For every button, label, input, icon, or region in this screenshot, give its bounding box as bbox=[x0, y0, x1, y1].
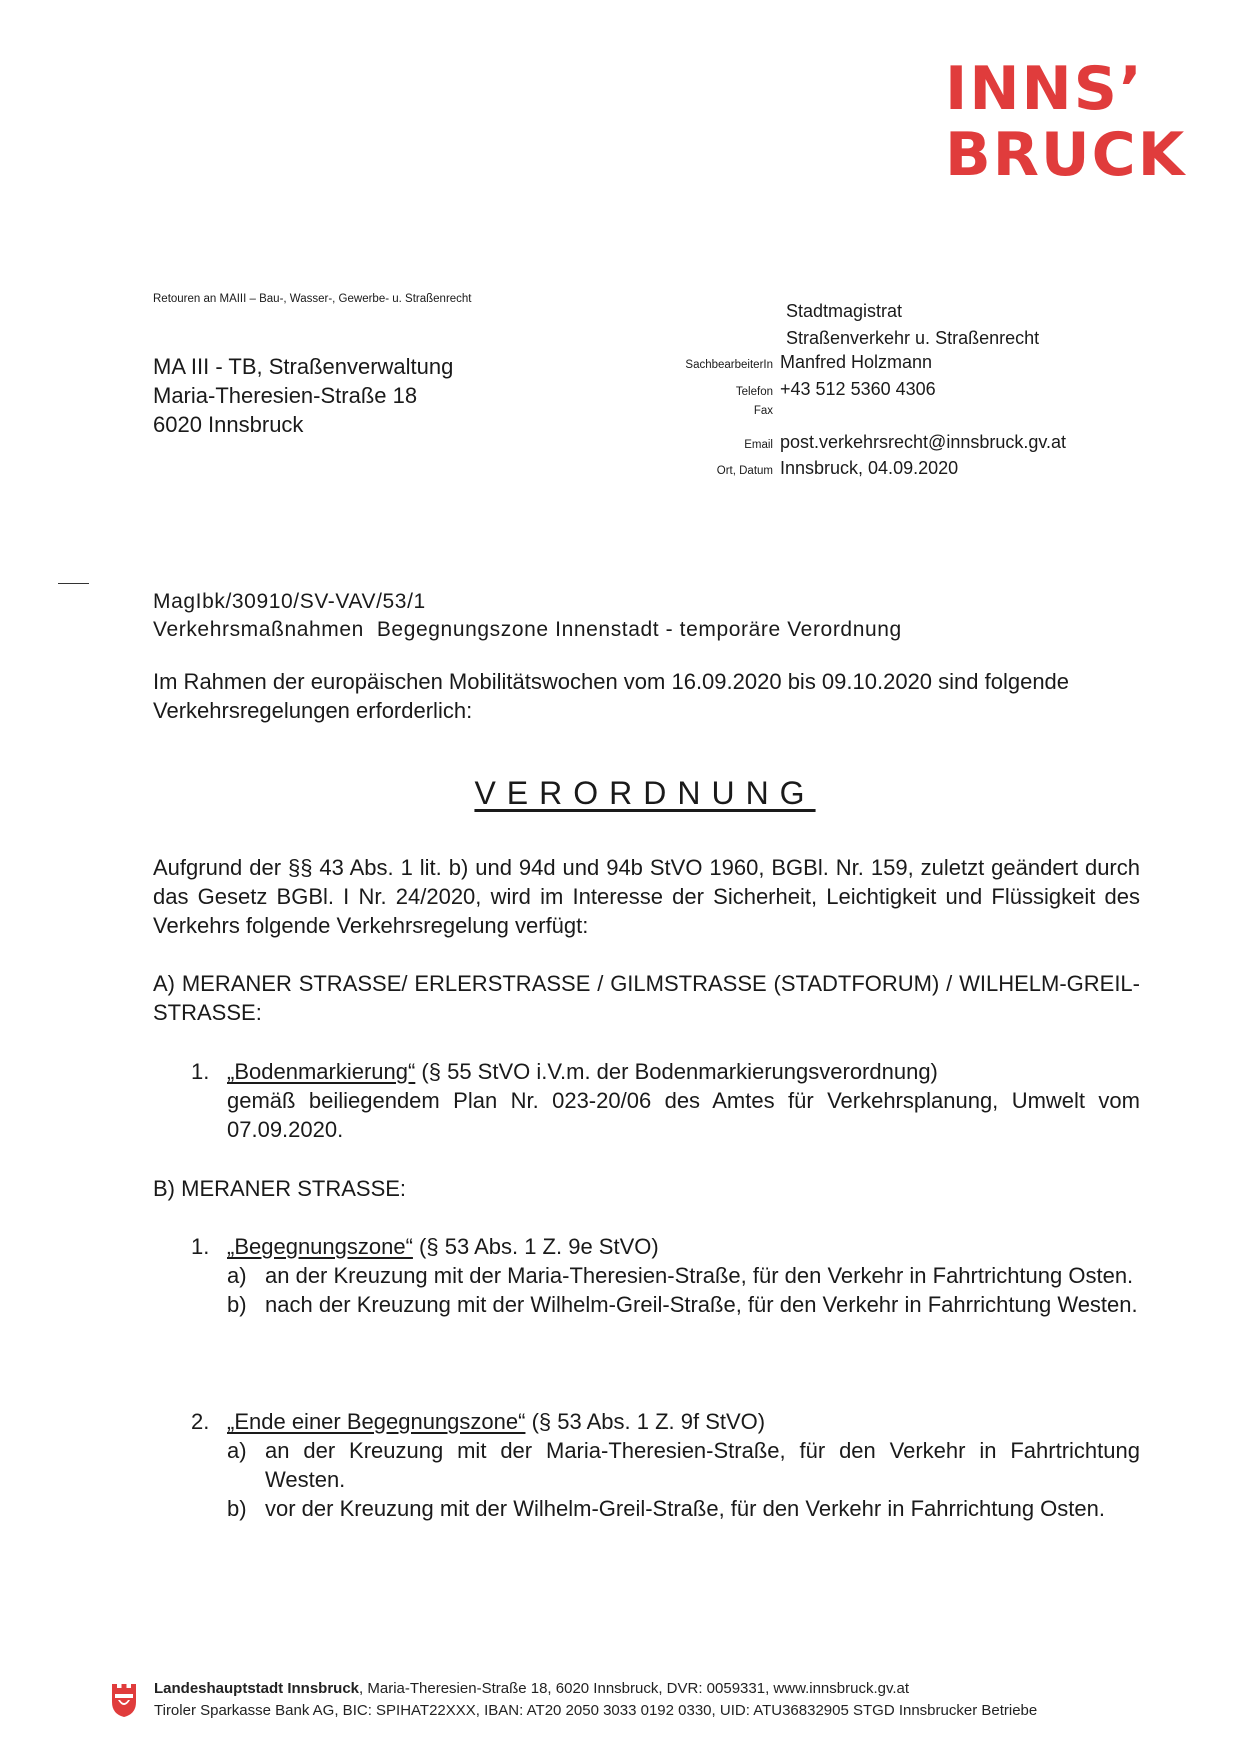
item-number: 2. bbox=[191, 1409, 210, 1434]
document-title: VERORDNUNG bbox=[474, 775, 816, 811]
city-logo bbox=[945, 56, 1195, 188]
contact-label: Telefon bbox=[735, 385, 773, 398]
sender-line-2: Straßenverkehr u. Straßenrecht bbox=[786, 328, 1040, 348]
footer-line-2: Tiroler Sparkasse Bank AG, BIC: SPIHAT22XXX, IBAN: AT20 2050 3033 0192 0330, UID: ATU36832905 STGD Innsbrucker Betriebe bbox=[154, 1702, 1038, 1719]
item-title: „Begegnungszone“ bbox=[227, 1234, 413, 1259]
contact-label: Email bbox=[744, 438, 773, 451]
sub-item-text: vor der Kreuzung mit der Wilhelm-Greil-Straße, für den Verkehr in Fahrrichtung Osten. bbox=[265, 1496, 1105, 1521]
reference-block bbox=[153, 588, 902, 644]
contact-value: Manfred Holzmann bbox=[780, 352, 933, 372]
sub-item-letter: a) bbox=[227, 1263, 247, 1288]
section-a-item-1 bbox=[153, 1057, 1140, 1144]
recipient-line: MA III - TB, Straßenverwaltung bbox=[153, 354, 454, 379]
section-b-heading: B) MERANER STRASSE: bbox=[153, 1176, 407, 1201]
sub-item-letter: b) bbox=[227, 1292, 247, 1317]
sub-item bbox=[227, 1436, 1140, 1494]
contact-row-date bbox=[560, 458, 1200, 485]
section-b-item-1 bbox=[153, 1232, 1140, 1319]
contact-label: Fax bbox=[753, 405, 773, 417]
sender-header bbox=[786, 298, 1039, 352]
logo-line-1: INNS’ bbox=[945, 54, 1144, 124]
footer-address: , Maria-Theresien-Straße 18, 6020 Innsbruck, DVR: 0059331, www.innsbruck.gv.at bbox=[359, 1680, 910, 1697]
sub-item bbox=[227, 1261, 1140, 1290]
sub-item-letter: b) bbox=[227, 1496, 247, 1521]
contact-label: SachbearbeiterIn bbox=[685, 359, 773, 371]
return-address: Retouren an MAIII – Bau-, Wasser-, Gewerbe- u. Straßenrecht bbox=[153, 293, 472, 305]
item-reference: (§ 53 Abs. 1 Z. 9f StVO) bbox=[525, 1409, 766, 1434]
contact-row-fax bbox=[560, 405, 1200, 432]
contact-value: post.verkehrsrecht@innsbruck.gv.at bbox=[780, 431, 1067, 452]
reference-number: MagIbk/30910/SV-VAV/53/1 bbox=[153, 590, 426, 613]
recipient-line: 6020 Innsbruck bbox=[153, 412, 304, 437]
intro-paragraph: Im Rahmen der europäischen Mobilitätswochen vom 16.09.2020 bis 09.10.2020 sind folgende Verkehrsregelungen erforderlich: bbox=[153, 669, 1070, 723]
item-text: gemäß beiliegendem Plan Nr. 023-20/06 des Amtes für Verkehrsplanung, Umwelt vom 07.09.2020. bbox=[227, 1088, 1140, 1142]
section-a-heading: A) MERANER STRASSE/ ERLERSTRASSE / GILMSTRASSE (STADTFORUM) / WILHELM-GREIL-STRASSE: bbox=[153, 971, 1140, 1025]
sub-item-letter: a) bbox=[227, 1438, 247, 1463]
item-reference: (§ 55 StVO i.V.m. der Bodenmarkierungsverordnung) bbox=[415, 1059, 938, 1084]
sub-item-text: nach der Kreuzung mit der Wilhelm-Greil-Straße, für den Verkehr in Fahrrichtung Westen. bbox=[265, 1292, 1138, 1317]
sub-item-text: an der Kreuzung mit der Maria-Theresien-Straße, für den Verkehr in Fahrtrichtung Osten. bbox=[265, 1263, 1134, 1288]
contact-value: Innsbruck, 04.09.2020 bbox=[780, 458, 959, 478]
item-number: 1. bbox=[191, 1234, 210, 1259]
sender-line-1: Stadtmagistrat bbox=[786, 301, 903, 321]
item-title: „Bodenmarkierung“ bbox=[227, 1059, 416, 1084]
footer bbox=[154, 1678, 1037, 1722]
fold-mark bbox=[58, 583, 89, 584]
sub-item-text: an der Kreuzung mit der Maria-Theresien-Straße, für den Verkehr in Fahrtrichtung Westen. bbox=[265, 1438, 1140, 1492]
item-title: „Ende einer Begegnungszone“ bbox=[227, 1409, 526, 1434]
contact-block bbox=[560, 352, 1200, 485]
section-b-item-2 bbox=[153, 1407, 1140, 1523]
contact-row-phone bbox=[560, 379, 1200, 406]
item-reference: (§ 53 Abs. 1 Z. 9e StVO) bbox=[412, 1234, 659, 1259]
contact-row-email bbox=[560, 432, 1200, 459]
contact-row-clerk bbox=[560, 352, 1200, 379]
legal-basis-paragraph: Aufgrund der §§ 43 Abs. 1 lit. b) und 94d und 94b StVO 1960, BGBl. Nr. 159, zuletzt geändert durch das Gesetz BGBl. I Nr. 24/2020, wird im Interesse der Sicherheit, Leichtigkeit und Flüssigkeit des Verkehrs folgende Verkehrsregelung verfügt: bbox=[153, 855, 1140, 938]
footer-org: Landeshauptstadt Innsbruck bbox=[154, 1680, 360, 1697]
coat-of-arms-icon bbox=[110, 1682, 138, 1718]
logo-line-2: BRUCK bbox=[945, 120, 1187, 190]
sub-item bbox=[227, 1494, 1140, 1523]
sub-item bbox=[227, 1290, 1140, 1319]
reference-subject: Verkehrsmaßnahmen Begegnungszone Innenstadt - temporäre Verordnung bbox=[153, 618, 902, 641]
recipient-address bbox=[153, 352, 453, 439]
item-number: 1. bbox=[191, 1059, 210, 1084]
footer-line-1 bbox=[154, 1678, 1037, 1700]
contact-value: +43 512 5360 4306 bbox=[780, 378, 936, 399]
contact-label: Ort, Datum bbox=[716, 465, 773, 477]
recipient-line: Maria-Theresien-Straße 18 bbox=[153, 383, 418, 408]
